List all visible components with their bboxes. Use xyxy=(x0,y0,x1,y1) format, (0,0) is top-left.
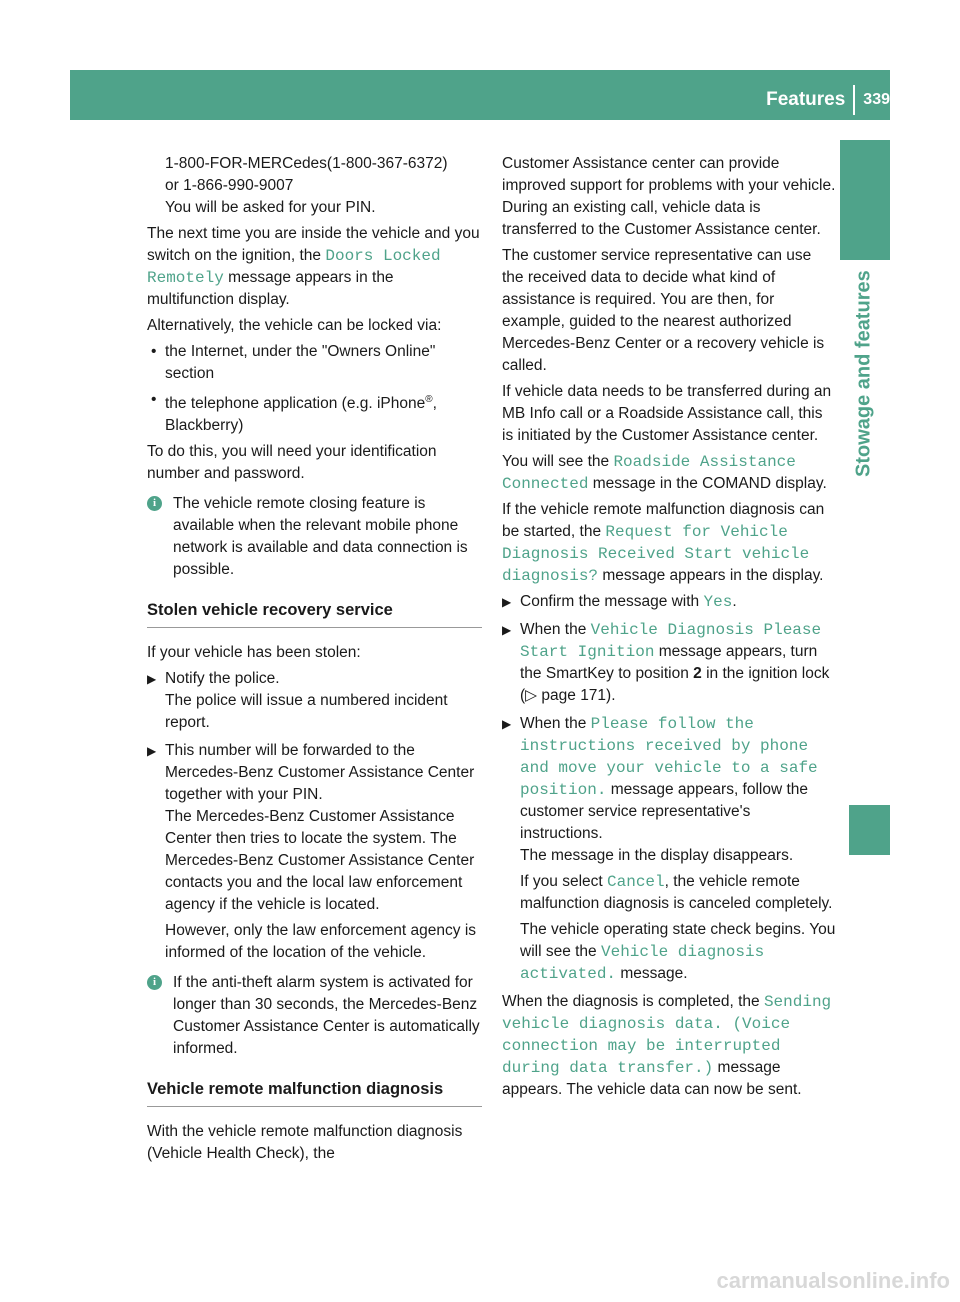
paragraph xyxy=(147,153,482,219)
text: . xyxy=(732,593,737,610)
text: The police will issue a numbered incident report. xyxy=(165,692,448,732)
text: message appears, follow the customer service representative's instructions. xyxy=(520,781,809,842)
text: The Mercedes-Benz Customer Assistance Center then tries to locate the system. The Mercedes-Benz Customer Assistance Center contacts you and the local law enforcement agency if the vehicle is located. xyxy=(165,808,475,914)
step-item xyxy=(147,668,482,734)
phone-line: 1-800-FOR-MERCedes(1-800-367-6372) xyxy=(165,155,448,172)
step-arrow-icon: ▶ xyxy=(147,672,157,687)
text: message appears in the multifunction display. xyxy=(147,269,394,308)
text: The vehicle remote closing feature is available when the relevant mobile phone network is available and data connection is possible. xyxy=(173,495,468,579)
info-note xyxy=(147,972,482,1060)
text: the Internet, under the "Owners Online" section xyxy=(165,343,436,382)
paragraph: If your vehicle has been stolen: xyxy=(147,644,361,662)
paragraph xyxy=(502,499,837,587)
info-note xyxy=(147,493,482,581)
display-message: Yes xyxy=(703,593,733,611)
text: message. xyxy=(616,965,688,982)
section-heading: Stolen vehicle recovery service xyxy=(147,599,482,628)
step-item xyxy=(502,619,837,707)
text: The next time you are inside the vehicle and you switch on the ignition, the xyxy=(147,225,480,264)
text: Confirm the message with xyxy=(520,593,704,610)
pin-line: You will be asked for your PIN. xyxy=(165,199,376,216)
bullet-icon: • xyxy=(151,391,157,408)
display-message: Vehicle diagnosis activated. xyxy=(520,943,765,983)
step-arrow-icon: ▶ xyxy=(147,744,157,759)
side-tab xyxy=(840,140,890,260)
display-message: Cancel xyxy=(607,873,665,891)
list-item xyxy=(147,389,482,437)
paragraph: Alternatively, the vehicle can be locked via: xyxy=(147,317,442,334)
text: If the anti-theft alarm system is activated for longer than 30 seconds, the Mercedes-Benz Customer Assistance Center is automatically informed. xyxy=(173,974,480,1058)
page-reference: page 171). xyxy=(537,687,616,704)
bullet-icon: • xyxy=(151,343,157,360)
paragraph: If vehicle data needs to be transferred during an MB Info call or a Roadside Assistance call, this is initiated by the Customer Assistance center. xyxy=(502,383,832,444)
text: message appears. The vehicle data can now be sent. xyxy=(502,1059,802,1098)
text: However, only the law enforcement agency is informed of the location of the vehicle. xyxy=(165,922,477,962)
display-message: Request for Vehicle Diagnosis Received Start vehicle diagnosis? xyxy=(502,523,810,585)
text: When the diagnosis is completed, the xyxy=(502,993,764,1010)
paragraph: Customer Assistance center can provide improved support for problems with your vehicle. During an existing call, vehicle data is transferred to the Customer Assistance center. xyxy=(502,155,836,238)
text: message appears in the display. xyxy=(598,567,824,584)
side-section-label: Stowage and features xyxy=(852,270,875,477)
step-item xyxy=(147,740,482,964)
display-message: Please follow the instructions received by phone and move your vehicle to a safe position. xyxy=(520,715,818,799)
text: message appears, turn the SmartKey to position xyxy=(520,643,818,682)
text: in the ignition lock ( xyxy=(520,665,830,704)
left-column xyxy=(147,153,482,1169)
paragraph xyxy=(502,451,837,495)
phone-line-alt: or 1-866-990-9007 xyxy=(165,177,294,194)
text: This number will be forwarded to the Mercedes-Benz Customer Assistance Center together with your PIN. xyxy=(165,742,475,804)
step-arrow-icon: ▶ xyxy=(502,595,512,609)
text: message in the COMAND display. xyxy=(588,475,827,492)
text: , Blackberry) xyxy=(165,395,437,435)
text: When the xyxy=(520,715,591,732)
text: If the vehicle remote malfunction diagnosis can be started, the xyxy=(502,501,825,540)
text: If you select xyxy=(520,873,608,890)
step-item xyxy=(502,591,837,613)
paragraph xyxy=(147,223,482,311)
display-message: Sending vehicle diagnosis data. (Voice connection may be interrupted during data transfer.) xyxy=(502,993,832,1077)
text: You will see the xyxy=(502,453,614,470)
info-icon: i xyxy=(147,975,162,990)
right-column xyxy=(502,153,837,1105)
text: When the xyxy=(520,621,591,638)
paragraph: With the vehicle remote malfunction diagnosis (Vehicle Health Check), the xyxy=(147,1123,463,1163)
list-item xyxy=(147,341,482,385)
header-title xyxy=(766,88,890,112)
paragraph: To do this, you will need your identification number and password. xyxy=(147,443,437,483)
page-ref-icon: ▷ xyxy=(525,687,538,704)
side-block xyxy=(849,805,890,855)
step-arrow-icon: ▶ xyxy=(502,623,512,637)
paragraph xyxy=(520,871,837,915)
key-position: 2 xyxy=(693,665,702,682)
step-arrow-icon: ▶ xyxy=(502,717,512,731)
text: The message in the display disappears. xyxy=(520,847,794,864)
text: Notify the police. xyxy=(165,670,280,688)
display-message: Roadside Assistance Connected xyxy=(502,453,796,493)
section-title: Features xyxy=(766,89,846,110)
text: The vehicle operating state check begins. You will see the xyxy=(520,921,836,960)
info-icon: i xyxy=(147,496,162,511)
step-item xyxy=(502,713,837,985)
registered-mark: ® xyxy=(425,394,433,405)
text: , the vehicle remote malfunction diagnosis is canceled completely. xyxy=(520,873,833,912)
paragraph xyxy=(502,991,837,1101)
section-heading: Vehicle remote malfunction diagnosis xyxy=(147,1078,482,1107)
header-divider xyxy=(853,85,855,115)
page-number: 339 xyxy=(863,91,890,108)
display-message: Doors Locked Remotely xyxy=(147,247,441,287)
paragraph: The customer service representative can use the received data to decide what kind of assistance is required. You are then, for example, guided to the nearest authorized Mercedes-Benz Center or a recovery vehicle is called. xyxy=(502,247,825,374)
display-message: Vehicle Diagnosis Please Start Ignition xyxy=(520,621,822,661)
text: the telephone application (e.g. iPhone xyxy=(165,395,426,413)
watermark: carmanualsonline.info xyxy=(716,1268,950,1293)
paragraph xyxy=(520,919,837,985)
